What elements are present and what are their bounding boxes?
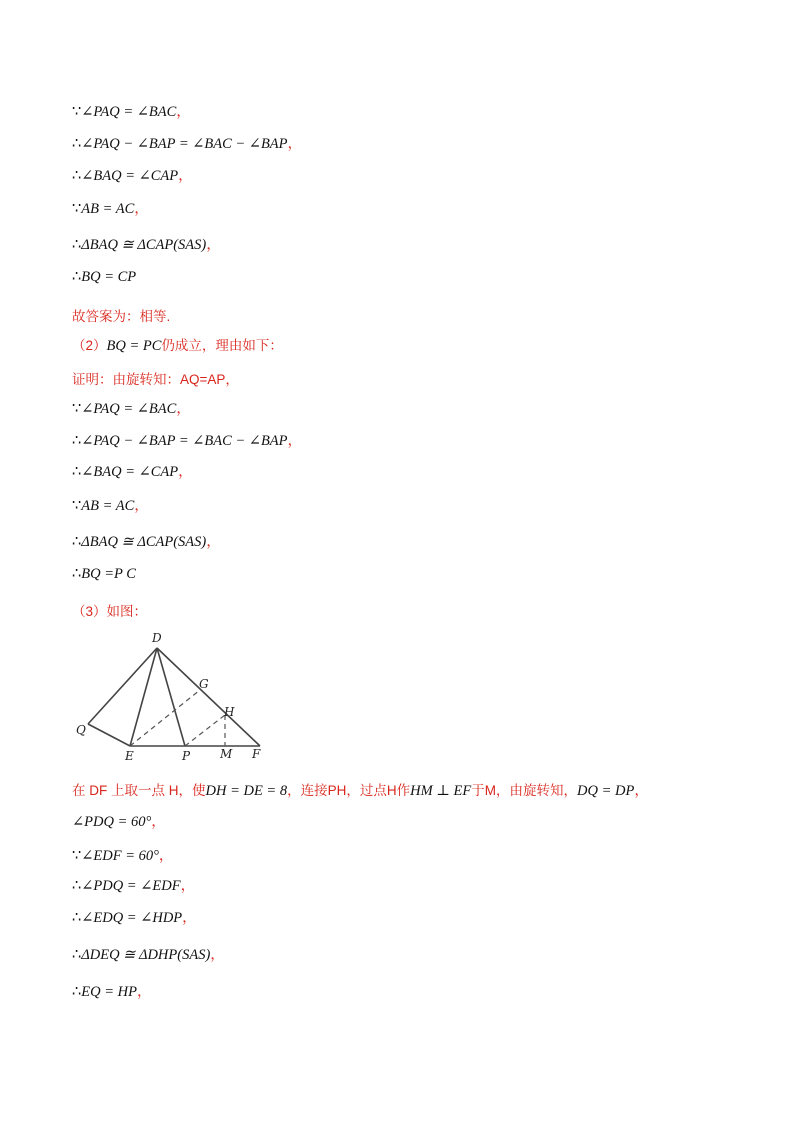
proof2-line-1: ∵∠PAQ = ∠BAC， <box>72 401 191 417</box>
part2-heading: （2）BQ = PC仍成立，理由如下： <box>72 338 283 354</box>
proof2-line-6: ∴BQ =P C <box>72 566 136 582</box>
proof-line-4: ∵AB = AC， <box>72 201 149 217</box>
proof2-line-5: ∴ΔBAQ ≅ ΔCAP(SAS)， <box>72 534 221 550</box>
segment-dp <box>157 648 185 746</box>
segment-df <box>157 648 260 746</box>
proof2-line-2: ∴∠PAQ − ∠BAP = ∠BAC − ∠BAP， <box>72 433 303 449</box>
label-e: E <box>125 749 134 763</box>
segment-ph-dashed <box>185 715 225 746</box>
proof3-line-5: ∴ΔDEQ ≅ ΔDHP(SAS)， <box>72 947 225 963</box>
label-m: M <box>220 747 233 761</box>
proof-line-3: ∴∠BAQ = ∠CAP， <box>72 168 193 184</box>
proof-line-6: ∴BQ = CP <box>72 269 137 285</box>
proof2-line-3: ∴∠BAQ = ∠CAP， <box>72 464 193 480</box>
proof3-line-4: ∴∠EDQ = ∠HDP， <box>72 910 197 926</box>
proof3-line-3: ∴∠PDQ = ∠EDF， <box>72 878 196 894</box>
proof-line-1: ∵∠PAQ = ∠BAC， <box>72 104 191 120</box>
geometry-figure <box>72 628 272 768</box>
proof-intro: 证明：由旋转知：AQ=AP， <box>72 372 239 387</box>
label-d: D <box>152 631 162 645</box>
proof3-line-6: ∴EQ = HP， <box>72 984 152 1000</box>
label-h: H <box>224 705 235 719</box>
proof2-line-4: ∵AB = AC， <box>72 498 149 514</box>
proof3-line-2: ∵∠EDF = 60°， <box>72 848 174 864</box>
label-f: F <box>252 747 261 761</box>
label-q: Q <box>76 723 86 737</box>
segment-qe <box>88 724 130 746</box>
part3-construction: 在 DF 上取一点 H，使DH = DE = 8，连接PH，过点H作HM ⊥ EF于M，由旋转知，DQ = DP， <box>72 783 649 799</box>
answer-line: 故答案为：相等. <box>72 309 171 324</box>
proof-line-5: ∴ΔBAQ ≅ ΔCAP(SAS)， <box>72 237 221 253</box>
segment-eg-dashed <box>130 690 200 746</box>
label-g: G <box>199 677 209 691</box>
proof3-line-1: ∠PDQ = 60°， <box>72 814 166 830</box>
part3-heading: （3）如图： <box>72 604 148 619</box>
label-p: P <box>182 749 191 763</box>
proof-line-2: ∴∠PAQ − ∠BAP = ∠BAC − ∠BAP， <box>72 136 303 152</box>
